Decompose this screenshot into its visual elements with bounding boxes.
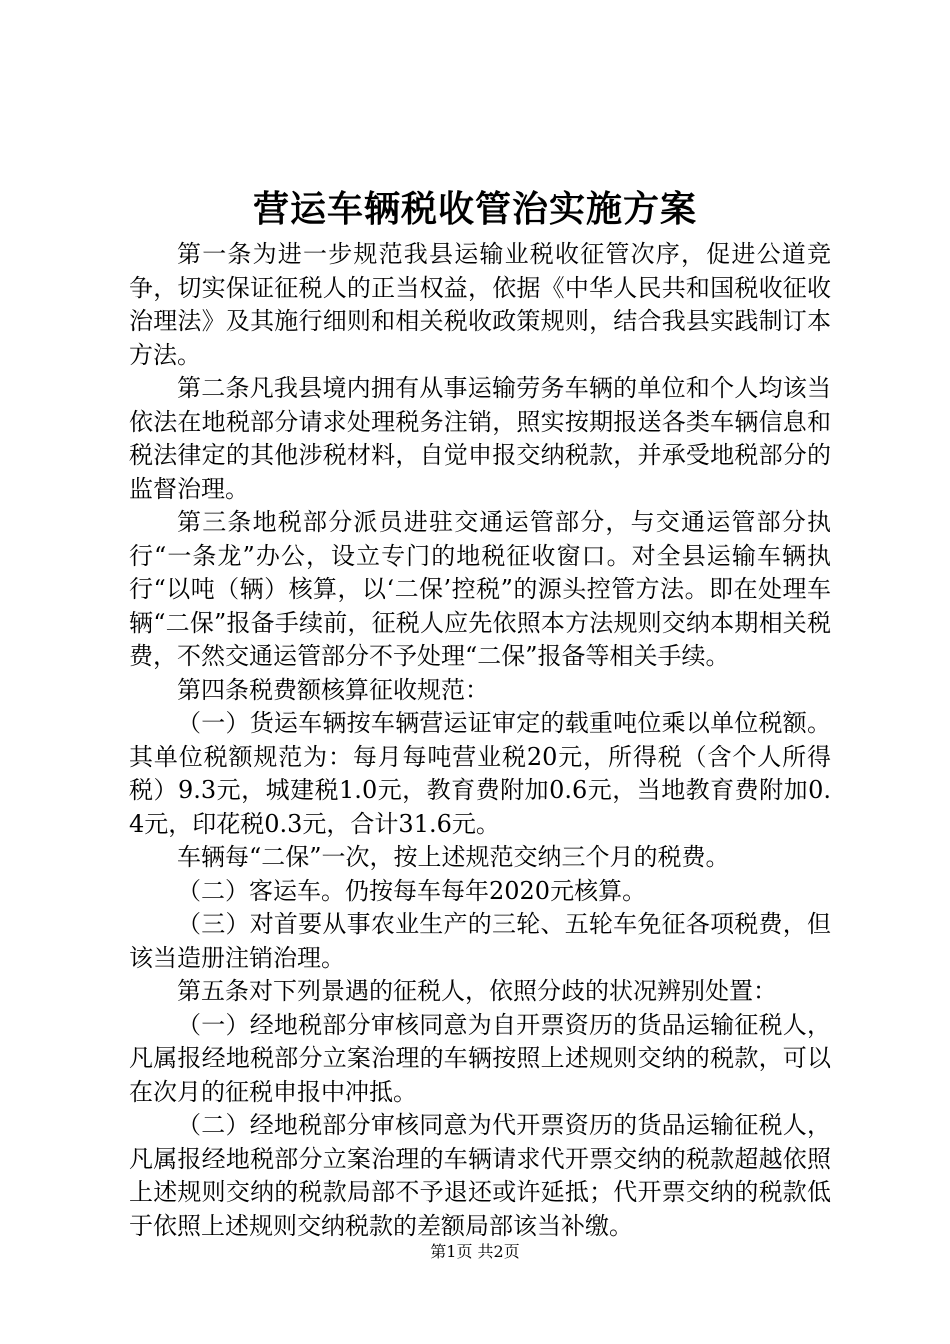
- article-5-item-1: （一）经地税部分审核同意为自开票资历的货品运输征税人，凡属报经地税部分立案治理的车辆按照上述规则交纳的税款，可以在次月的征税申报中冲抵。: [129, 1010, 831, 1106]
- article-3-paragraph: 第三条地税部分派员进驻交通运管部分，与交通运管部分执行“一条龙”办公，设立专门的地税征收窗口。对全县运输车辆执行“以吨（辆）核算，以‘二保’控税”的源头控管方法。即在处理车辆“二保”报备手续前，征税人应先依照本方法规则交纳本期相关税费，不然交通运管部分不予处理“二保”报备等相关手续。: [129, 508, 831, 670]
- article-2-paragraph: 第二条凡我县境内拥有从事运输劳务车辆的单位和个人均该当依法在地税部分请求处理税务注销，照实按期报送各类车辆信息和税法律定的其他涉税材料，自觉申报交纳税款，并承受地税部分的监督治理。: [129, 374, 831, 503]
- article-5-item-2: （二）经地税部分审核同意为代开票资历的货品运输征税人，凡属报经地税部分立案治理的车辆请求代开票交纳的税款超越依照上述规则交纳的税款局部不予退还或许延抵；代开票交纳的税款低于依照上述规则交纳税款的差额局部该当补缴。: [129, 1111, 831, 1240]
- article-4-item-2: （二）客运车。仍按每车每年2020元核算。: [177, 876, 647, 905]
- article-4-item-1: （一）货运车辆按车辆营运证审定的载重吨位乘以单位税额。其单位税额规范为：每月每吨营业税20元，所得税（含个人所得税）9.3元，城建税1.0元，教育费附加0.6元，当地教育费附加0.4元，印花税0.3元，合计31.6元。: [129, 709, 831, 838]
- document-body: [129, 238, 831, 1243]
- article-4-note: 车辆每“二保”一次，按上述规范交纳三个月的税费。: [177, 843, 730, 871]
- article-5-heading: 第五条对下列景遇的征税人，依照分歧的状况辨别处置：: [177, 977, 777, 1005]
- page-footer: 第1页 共2页: [430, 1242, 520, 1261]
- article-4-item-3: （三）对首要从事农业生产的三轮、五轮车免征各项税费，但该当造册注销治理。: [129, 910, 831, 972]
- article-4-heading: 第四条税费额核算征收规范：: [177, 675, 489, 704]
- article-1-paragraph: 第一条为进一步规范我县运输业税收征管次序，促进公道竞争，切实保证征税人的正当权益，依据《中华人民共和国税收征收治理法》及其施行细则和相关税收政策规则，结合我县实践制订本方法。: [129, 240, 831, 369]
- document-title: 营运车辆税收管治实施方案: [252, 189, 697, 230]
